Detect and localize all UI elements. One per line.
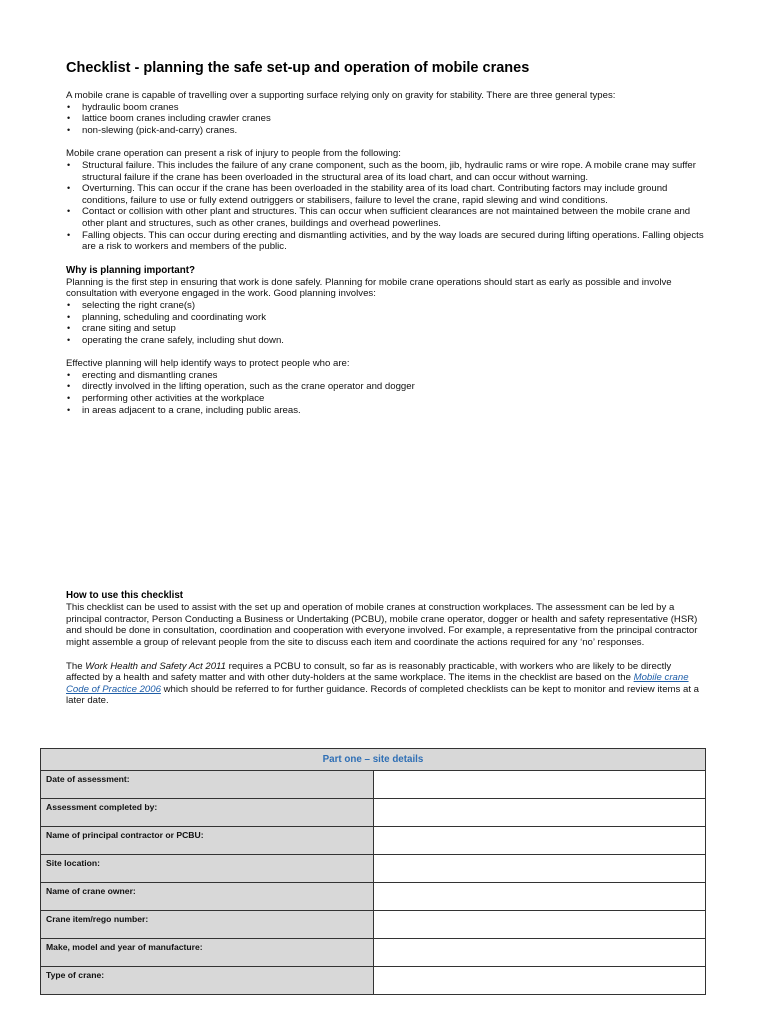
intro-paragraph: A mobile crane is capable of travelling over a supporting surface relying only on gravity for stability. There are three general types: <box>66 90 616 101</box>
howto-paragraph: This checklist can be used to assist with the set up and operation of mobile cranes at construction workplaces. The assessment can be led by a principal contractor, Person Conducting a Business or Undertaking (PCBU), mobile crane operator, dogger or health and safety representative (HSR) and should be done in consultation, coordination and cooperation with everyone involved. For example, a representative from the principal contractor might assemble a group of relevant people from the site to discuss each item and coordinate the actions required for any ‘no’ responses. <box>66 602 698 649</box>
protect-paragraph: Effective planning will help identify ways to protect people who are: <box>66 358 350 370</box>
completed-by-field[interactable] <box>373 799 706 827</box>
table-row <box>41 771 706 799</box>
table-row <box>41 855 706 883</box>
planning-list <box>66 300 706 346</box>
principal-contractor-field[interactable] <box>373 827 706 855</box>
planning-paragraph: Planning is the first step in ensuring that work is done safely. Planning for mobile crane operations should start as early as possible and involve consultation with everyone engaged in the work. Good planning involves: <box>66 276 672 300</box>
row-label: Name of crane owner: <box>41 883 374 911</box>
site-details-table <box>40 748 706 995</box>
row-label: Crane item/rego number: <box>41 911 374 939</box>
protect-list <box>66 370 706 416</box>
make-model-field[interactable] <box>373 939 706 967</box>
list-item: • in areas adjacent to a crane, including public areas. <box>66 405 706 417</box>
list-item: • crane siting and setup <box>66 323 706 335</box>
crane-type-field[interactable] <box>373 967 706 995</box>
table-row <box>41 911 706 939</box>
list-item: • Overturning. This can occur if the crane has been overloaded in the stability area of its load chart. Contributing factors may include ground conditions, failure to use or fully extend outriggers or stabilisers, failure to level the crane, rapid slewing and wind conditions. <box>66 183 706 206</box>
list-item: • hydraulic boom cranes <box>66 102 706 114</box>
list-item: • lattice boom cranes including crawler cranes <box>66 113 706 125</box>
table-row <box>41 883 706 911</box>
table-row <box>41 967 706 995</box>
list-item: • operating the crane safely, including shut down. <box>66 335 706 347</box>
site-location-field[interactable] <box>373 855 706 883</box>
row-label: Site location: <box>41 855 374 883</box>
howto-heading: How to use this checklist <box>66 590 184 602</box>
table-header: Part one – site details <box>41 749 706 771</box>
page-title: Checklist - planning the safe set-up and operation of mobile cranes <box>66 60 530 76</box>
row-label: Make, model and year of manufacture: <box>41 939 374 967</box>
list-item: • performing other activities at the workplace <box>66 393 706 405</box>
row-label: Name of principal contractor or PCBU: <box>41 827 374 855</box>
list-item: • Falling objects. This can occur during erecting and dismantling activities, and by the way loads are secured during lifting operations. Falling objects are a risk to workers and members of the public. <box>66 230 706 253</box>
row-label: Type of crane: <box>41 967 374 995</box>
crane-types-list <box>66 102 706 137</box>
consult-paragraph: The Work Health and Safety Act 2011 requires a PCBU to consult, so far as is reasonably practicable, with workers who are likely to be directly affected by a health and safety matter and with other duty-holders at the same workplace. The items in the checklist are based on the Mobile crane Code of Practice 2006 which should be referred to for further guidance. Records of completed checklists can be kept to monitor and review items at a later date. <box>66 660 699 707</box>
risks-list <box>66 160 706 253</box>
risks-paragraph: Mobile crane operation can present a risk of injury to people from the following: <box>66 148 401 160</box>
list-item: • planning, scheduling and coordinating work <box>66 312 706 324</box>
list-item: • non-slewing (pick-and-carry) cranes. <box>66 125 706 137</box>
list-item: • directly involved in the lifting operation, such as the crane operator and dogger <box>66 381 706 393</box>
act-title: Work Health and Safety Act 2011 <box>85 660 226 672</box>
list-item: • selecting the right crane(s) <box>66 300 706 312</box>
document-body <box>66 60 706 707</box>
row-label: Assessment completed by: <box>41 799 374 827</box>
list-item: • Contact or collision with other plant and structures. This can occur when sufficient clearances are not maintained between the mobile crane and other plant and structures, such as other cranes, buildings and overhead powerlines. <box>66 206 706 229</box>
crane-owner-field[interactable] <box>373 883 706 911</box>
code-of-practice-link[interactable]: Mobile crane Code of Practice 2006 <box>66 672 689 695</box>
planning-heading: Why is planning important? <box>66 264 195 276</box>
list-item: • Structural failure. This includes the failure of any crane component, such as the boom, jib, hydraulic rams or wire rope. A mobile crane may suffer structural failure if the crane has been overloaded in the structural area of its load chart, and can occur without warning. <box>66 160 706 183</box>
list-item: • erecting and dismantling cranes <box>66 370 706 382</box>
table-row <box>41 939 706 967</box>
date-field[interactable] <box>373 771 706 799</box>
table-row <box>41 799 706 827</box>
table-row <box>41 827 706 855</box>
row-label: Date of assessment: <box>41 771 374 799</box>
rego-number-field[interactable] <box>373 911 706 939</box>
